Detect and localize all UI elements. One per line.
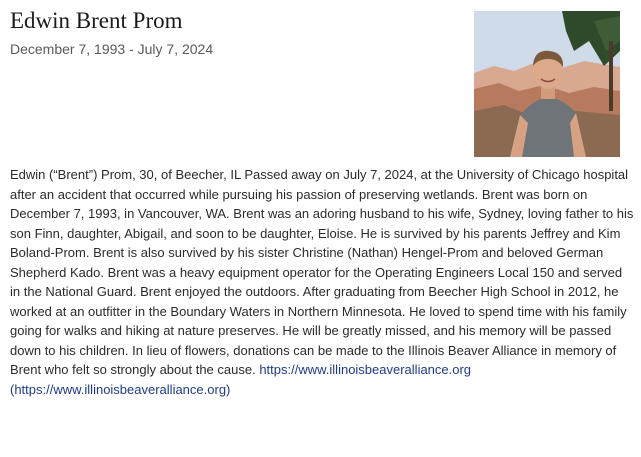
life-dates: December 7, 1993 - July 7, 2024 (10, 41, 214, 57)
obituary-text (10, 165, 635, 399)
beaver-alliance-link[interactable]: https://www.illinoisbeaveralliance.org (259, 362, 472, 377)
obituary-body: Edwin (“Brent”) Prom, 30, of Beecher, IL Passed away on July 7, 2024, at the University of Chicago hospital after an accident that occurred while pursuing his passion of preserving wetlands. Brent was born on December 7, 1993, in Vancouver, WA. Brent was an adoring husband to his wife, Sydney, loving father to his son Finn, daughter, Abigail, and soon to be daughter, Eloise. He is survived by his parents Jeffrey and Kim Boland-Prom. Brent is also survived by his sister Christine (Nathan) Hengel-Prom and beloved German Shepherd Kado. Brent was a heavy equipment operator for the Operating Engineers Local 150 and served in the National Guard. Brent enjoyed the outdoors. After graduating from Beecher High School in 2012, he worked at an outfitter in the Boundary Waters in Northern Minnesota. He loved to spend time with his family going for walks and hiking at nature preserves. He will be greatly missed, and his memory will be passed down to his children. In lieu of flowers, donations can be made to the Illinois Beaver Alliance in memory of Brent who felt so strongly about the cause. (10, 167, 634, 377)
beaver-alliance-link-parenthetical[interactable]: (https://www.illinoisbeaveralliance.org) (10, 381, 231, 397)
person-name: Edwin Brent Prom (10, 8, 183, 33)
portrait-photo (474, 11, 620, 157)
